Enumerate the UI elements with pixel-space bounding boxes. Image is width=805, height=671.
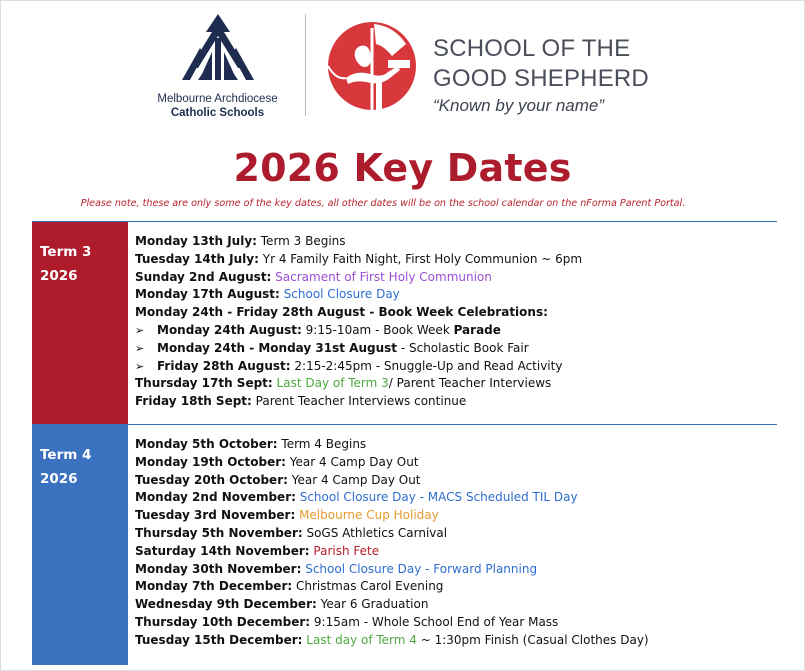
event-item: [135, 375, 777, 393]
event-item: [135, 543, 777, 561]
term-4-section: [32, 424, 777, 665]
event-item: [135, 578, 777, 596]
event-date: Wednesday 9th December:: [135, 597, 317, 612]
event-date: Tuesday 14th July:: [135, 251, 259, 266]
event-sub-item: [135, 358, 777, 376]
event-text: 2:15-2:45pm - Snuggle-Up and Read Activity: [290, 358, 563, 373]
event-date: Monday 19th October:: [135, 454, 286, 469]
event-date: Monday 2nd November:: [135, 490, 296, 505]
event-text: Sacrament of First Holy Communion: [271, 269, 492, 284]
macs-logo: [150, 12, 285, 122]
event-text-rest: ~ 1:30pm Finish (Casual Clothes Day): [416, 632, 649, 647]
event-date: Monday 24th - Monday 31st August: [157, 340, 398, 355]
event-text: Term 4 Begins: [277, 437, 367, 451]
event-item: [135, 454, 777, 472]
event-date: Monday 24th August:: [157, 322, 302, 337]
event-text: School Closure Day - Forward Planning: [301, 561, 538, 576]
event-date: Tuesday 3rd November:: [135, 508, 296, 523]
event-text: 9:15-10am - Book Week: [301, 322, 454, 337]
event-date: Thursday 10th December:: [135, 614, 311, 629]
event-date: Monday 24th - Friday 28th August - Book Week Celebrations:: [135, 305, 548, 320]
term-label: Term 4: [40, 447, 92, 463]
term-3-section: [32, 221, 777, 424]
event-text: Term 3 Begins: [256, 234, 346, 248]
event-text: Year 6 Graduation: [316, 597, 429, 612]
event-item: [135, 304, 777, 322]
event-text: School Closure Day: [279, 287, 400, 302]
event-text: Last day of Term 4: [302, 632, 417, 647]
event-text-bold: Parade: [453, 322, 501, 337]
event-item: [135, 251, 777, 269]
event-item: [135, 233, 777, 251]
term-3-label-cell: [32, 222, 128, 424]
term-3-event-list: [135, 233, 777, 411]
event-item: [135, 489, 777, 507]
event-text: - Scholastic Book Fair: [397, 340, 529, 355]
logo-divider: [305, 14, 306, 116]
event-text: Yr 4 Family Faith Night, First Holy Communion ~ 6pm: [258, 251, 583, 266]
event-text: 9:15am - Whole School End of Year Mass: [310, 614, 559, 629]
event-date: Monday 17th August:: [135, 287, 280, 302]
event-item: [135, 472, 777, 490]
arrow-bullet-icon: ➢: [135, 341, 145, 355]
event-text: Year 4 Camp Day Out: [287, 472, 421, 487]
event-item: [135, 507, 777, 525]
event-item: [135, 286, 777, 304]
arrow-bullet-icon: ➢: [135, 323, 145, 337]
event-item: [135, 614, 777, 632]
event-date: Monday 7th December:: [135, 579, 293, 594]
calendar-note: Please note, these are only some of the key dates, all other dates will be on the school calendar on the nForma Parent Portal.: [80, 198, 686, 209]
term-label: Term 3: [40, 244, 92, 260]
event-sub-item: [135, 340, 777, 358]
event-date: Thursday 5th November:: [135, 525, 303, 540]
school-tagline: “Known by your name”: [433, 96, 605, 115]
event-date: Thursday 17th Sept:: [135, 376, 273, 391]
event-text: School Closure Day - MACS Scheduled TIL Day: [295, 490, 578, 505]
event-date: Monday 5th October:: [135, 437, 278, 451]
event-item: [135, 436, 777, 454]
arrow-bullet-icon: ➢: [135, 359, 145, 373]
event-item: [135, 596, 777, 614]
event-text: Parish Fete: [309, 543, 380, 558]
school-name-line2: GOOD SHEPHERD: [433, 65, 649, 92]
event-text-rest: / Parent Teacher Interviews: [388, 376, 552, 391]
event-date: Tuesday 20th October:: [135, 472, 288, 487]
term-year: 2026: [40, 268, 78, 284]
macs-logo-line2: Catholic Schools: [170, 107, 265, 119]
event-item: [135, 269, 777, 287]
term-4-event-list: [135, 436, 777, 650]
school-name-line1: SCHOOL OF THE: [433, 35, 631, 62]
page-title: 2026 Key Dates: [233, 146, 572, 190]
event-item: [135, 561, 777, 579]
event-item: [135, 393, 777, 411]
macs-logo-line1: Melbourne Archdiocese: [157, 93, 278, 105]
event-date: Tuesday 15th December:: [135, 632, 303, 647]
event-item: [135, 632, 777, 650]
event-text: Last Day of Term 3: [272, 376, 389, 391]
event-text: SoGS Athletics Carnival: [302, 525, 448, 540]
term-4-label-cell: [32, 425, 128, 665]
event-text: Year 4 Camp Day Out: [285, 454, 419, 469]
event-date: Friday 18th Sept:: [135, 394, 252, 409]
term-year: 2026: [40, 471, 78, 487]
event-sub-item: [135, 322, 777, 340]
event-text: Christmas Carol Evening: [292, 579, 444, 594]
good-shepherd-emblem-icon: [326, 20, 418, 112]
good-shepherd-wordmark: [433, 34, 649, 116]
event-item: [135, 525, 777, 543]
event-text: Melbourne Cup Holiday: [295, 508, 439, 523]
event-date: Monday 30th November:: [135, 561, 302, 576]
event-date: Saturday 14th November:: [135, 543, 310, 558]
event-date: Friday 28th August:: [157, 358, 291, 373]
event-text: Parent Teacher Interviews continue: [251, 394, 467, 409]
event-date: Monday 13th July:: [135, 234, 257, 248]
macs-emblem-icon: [178, 12, 258, 84]
event-date: Sunday 2nd August:: [135, 269, 272, 284]
